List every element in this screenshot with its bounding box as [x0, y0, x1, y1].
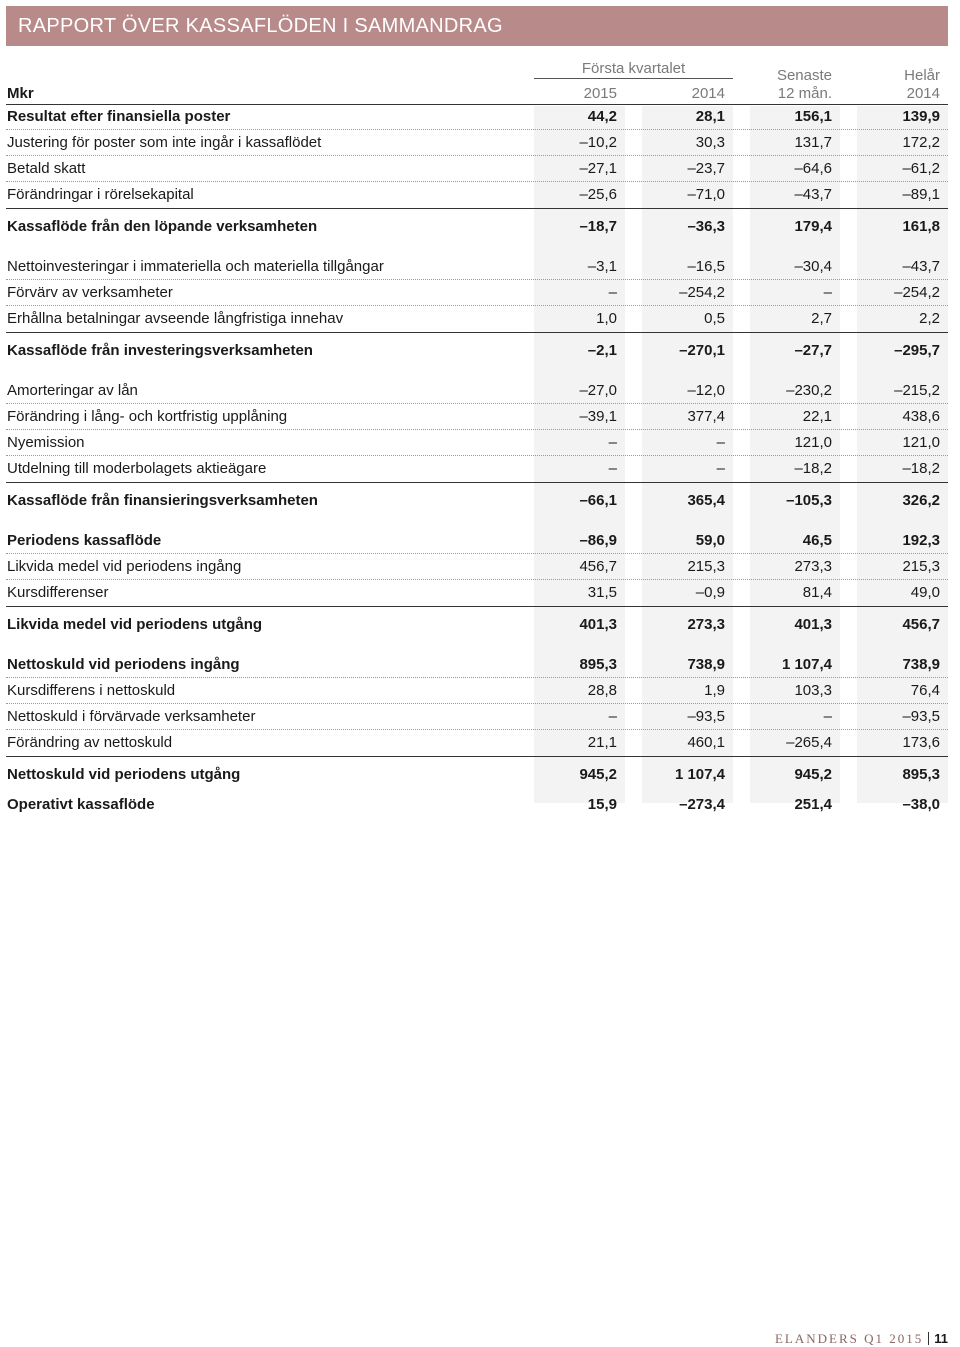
row-label: Nettoinvesteringar i immateriella och materiella tillgångar — [7, 258, 384, 275]
table-row — [6, 704, 948, 730]
header-unit-label: Mkr — [7, 85, 34, 102]
table-row — [6, 456, 948, 482]
cell-2015: – — [608, 708, 617, 725]
cell-helar: 173,6 — [902, 734, 940, 751]
header-col-helar-year: 2014 — [906, 85, 940, 102]
cell-2014: –12,0 — [687, 382, 725, 399]
cell-12man: –18,2 — [794, 460, 832, 477]
page-footer — [775, 1331, 948, 1347]
cell-2014: 30,3 — [695, 134, 725, 151]
cell-12man: –230,2 — [786, 382, 832, 399]
header-col-helar: Helår — [904, 67, 940, 84]
row-label: Justering för poster som inte ingår i kassaflödet — [7, 134, 322, 151]
cell-2014: –71,0 — [687, 186, 725, 203]
cell-2014: 273,3 — [687, 616, 725, 633]
cell-12man: –105,3 — [786, 492, 832, 509]
cell-helar: 49,0 — [910, 584, 940, 601]
cell-2015: –2,1 — [587, 342, 617, 359]
table-row-subtotal — [6, 208, 948, 244]
footer-brand: ELANDERS Q1 2015 — [774, 1331, 924, 1346]
cell-2015: 1,0 — [596, 310, 617, 327]
row-label: Operativt kassaflöde — [7, 796, 155, 813]
table-row — [6, 104, 948, 130]
cell-12man: –265,4 — [786, 734, 832, 751]
table-row — [6, 306, 948, 332]
table-row — [6, 792, 948, 818]
table-row — [6, 130, 948, 156]
header-col-12man: 12 mån. — [777, 85, 832, 102]
row-label: Amorteringar av lån — [7, 382, 138, 399]
cell-2015: 28,8 — [587, 682, 617, 699]
cell-12man: 121,0 — [794, 434, 832, 451]
cell-2014: 377,4 — [687, 408, 725, 425]
cell-2014: 215,3 — [687, 558, 725, 575]
row-label: Resultat efter finansiella poster — [7, 108, 231, 125]
cell-2014: – — [716, 460, 725, 477]
row-label: Likvida medel vid periodens utgång — [7, 616, 263, 633]
cell-2014: –273,4 — [679, 796, 725, 813]
cell-2015: –10,2 — [579, 134, 617, 151]
cell-helar: 895,3 — [902, 766, 940, 783]
cell-helar: –254,2 — [894, 284, 940, 301]
row-label: Förändringar i rörelsekapital — [7, 186, 194, 203]
table-row-subtotal — [6, 332, 948, 368]
cell-2015: 456,7 — [579, 558, 617, 575]
cell-helar: 192,3 — [902, 532, 940, 549]
row-label: Nettoskuld vid periodens utgång — [7, 766, 241, 783]
cell-12man: 251,4 — [794, 796, 832, 813]
cell-2015: 15,9 — [587, 796, 617, 813]
cell-2014: –270,1 — [679, 342, 725, 359]
cell-helar: 161,8 — [902, 218, 940, 235]
cell-12man: 156,1 — [794, 108, 832, 125]
row-label: Kassaflöde från investeringsverksamheten — [7, 342, 313, 359]
cell-2014: 738,9 — [687, 656, 725, 673]
cell-2014: –0,9 — [695, 584, 725, 601]
cell-2015: –27,0 — [579, 382, 617, 399]
row-label: Förändring av nettoskuld — [7, 734, 173, 751]
header-group-label: Första kvartalet — [581, 60, 686, 77]
header-col-senaste: Senaste — [776, 67, 832, 84]
row-label: Nettoskuld vid periodens ingång — [7, 656, 240, 673]
cell-2015: 945,2 — [579, 766, 617, 783]
cell-helar: 2,2 — [919, 310, 940, 327]
cell-helar: –89,1 — [902, 186, 940, 203]
cell-helar: 172,2 — [902, 134, 940, 151]
cell-12man: 273,3 — [794, 558, 832, 575]
table-row — [6, 678, 948, 704]
cell-2015: 21,1 — [587, 734, 617, 751]
table-row — [6, 280, 948, 306]
cell-2014: 59,0 — [695, 532, 725, 549]
cell-2015: –3,1 — [587, 258, 617, 275]
cell-helar: –93,5 — [902, 708, 940, 725]
cell-helar: 456,7 — [902, 616, 940, 633]
table-row-subtotal — [6, 606, 948, 642]
row-label: Nyemission — [7, 434, 85, 451]
cell-12man: 945,2 — [794, 766, 832, 783]
table-row — [6, 378, 948, 404]
header-col-2015: 2015 — [583, 85, 617, 102]
cell-helar: 326,2 — [902, 492, 940, 509]
cell-helar: 738,9 — [902, 656, 940, 673]
cashflow-table — [6, 104, 948, 818]
cell-12man: 46,5 — [802, 532, 832, 549]
footer-separator — [928, 1332, 929, 1345]
cell-helar: –38,0 — [902, 796, 940, 813]
cell-2015: –27,1 — [579, 160, 617, 177]
cell-helar: 139,9 — [902, 108, 940, 125]
header-group-rule — [534, 78, 733, 79]
row-label: Förändring i lång- och kortfristig upplåning — [7, 408, 288, 425]
row-label: Likvida medel vid periodens ingång — [7, 558, 242, 575]
cell-12man: 2,7 — [811, 310, 832, 327]
cell-helar: –61,2 — [902, 160, 940, 177]
table-row-subtotal — [6, 756, 948, 792]
row-label: Erhållna betalningar avseende långfristiga innehav — [7, 310, 344, 327]
cell-2015: – — [608, 284, 617, 301]
table-row — [6, 182, 948, 208]
table-row — [6, 254, 948, 280]
row-label: Nettoskuld i förvärvade verksamheter — [7, 708, 256, 725]
cell-2014: – — [716, 434, 725, 451]
cell-2015: 31,5 — [587, 584, 617, 601]
cell-2015: 401,3 — [579, 616, 617, 633]
table-row — [6, 554, 948, 580]
table-row — [6, 528, 948, 554]
cell-12man: –43,7 — [794, 186, 832, 203]
row-label: Utdelning till moderbolagets aktieägare — [7, 460, 267, 477]
row-label: Kassaflöde från finansieringsverksamheten — [7, 492, 318, 509]
table-row — [6, 404, 948, 430]
cell-2014: –16,5 — [687, 258, 725, 275]
cell-2015: –25,6 — [579, 186, 617, 203]
cell-2015: –39,1 — [579, 408, 617, 425]
row-label: Kursdifferens i nettoskuld — [7, 682, 176, 699]
cell-2015: – — [608, 434, 617, 451]
cell-2015: 44,2 — [587, 108, 617, 125]
cell-2014: 28,1 — [695, 108, 725, 125]
row-label: Periodens kassaflöde — [7, 532, 162, 549]
cell-12man: 22,1 — [802, 408, 832, 425]
table-row — [6, 730, 948, 756]
cell-12man: –27,7 — [794, 342, 832, 359]
cell-2015: 895,3 — [579, 656, 617, 673]
cell-2014: 1 107,4 — [674, 766, 725, 783]
cell-helar: –215,2 — [894, 382, 940, 399]
cell-12man: – — [823, 708, 832, 725]
cell-helar: –43,7 — [902, 258, 940, 275]
cell-12man: 179,4 — [794, 218, 832, 235]
cell-12man: 81,4 — [802, 584, 832, 601]
cell-2015: –18,7 — [579, 218, 617, 235]
row-label: Kursdifferenser — [7, 584, 109, 601]
cell-helar: 438,6 — [902, 408, 940, 425]
cell-12man: – — [823, 284, 832, 301]
row-label: Förvärv av verksamheter — [7, 284, 173, 301]
cell-helar: 76,4 — [910, 682, 940, 699]
row-label: Betald skatt — [7, 160, 86, 177]
cell-2014: –93,5 — [687, 708, 725, 725]
cell-2015: –86,9 — [579, 532, 617, 549]
header-col-2014: 2014 — [691, 85, 725, 102]
table-row — [6, 652, 948, 678]
cell-2014: 1,9 — [704, 682, 725, 699]
cell-2014: 460,1 — [687, 734, 725, 751]
cell-12man: –30,4 — [794, 258, 832, 275]
cell-2014: 365,4 — [687, 492, 725, 509]
page-number: 11 — [934, 1331, 948, 1346]
cell-12man: –64,6 — [794, 160, 832, 177]
table-row-subtotal — [6, 482, 948, 518]
cell-helar: –18,2 — [902, 460, 940, 477]
table-row — [6, 430, 948, 456]
cell-2015: – — [608, 460, 617, 477]
row-label: Kassaflöde från den löpande verksamheten — [7, 218, 318, 235]
cell-2015: –66,1 — [579, 492, 617, 509]
page-title: RAPPORT ÖVER KASSAFLÖDEN I SAMMANDRAG — [6, 6, 948, 46]
cell-helar: 121,0 — [902, 434, 940, 451]
cell-12man: 1 107,4 — [781, 656, 832, 673]
cell-helar: –295,7 — [894, 342, 940, 359]
cell-2014: –23,7 — [687, 160, 725, 177]
cell-12man: 131,7 — [794, 134, 832, 151]
cell-2014: 0,5 — [704, 310, 725, 327]
cell-12man: 103,3 — [794, 682, 832, 699]
table-row — [6, 156, 948, 182]
cell-helar: 215,3 — [902, 558, 940, 575]
cell-2014: –254,2 — [679, 284, 725, 301]
cell-12man: 401,3 — [794, 616, 832, 633]
cell-2014: –36,3 — [687, 218, 725, 235]
table-row — [6, 580, 948, 606]
